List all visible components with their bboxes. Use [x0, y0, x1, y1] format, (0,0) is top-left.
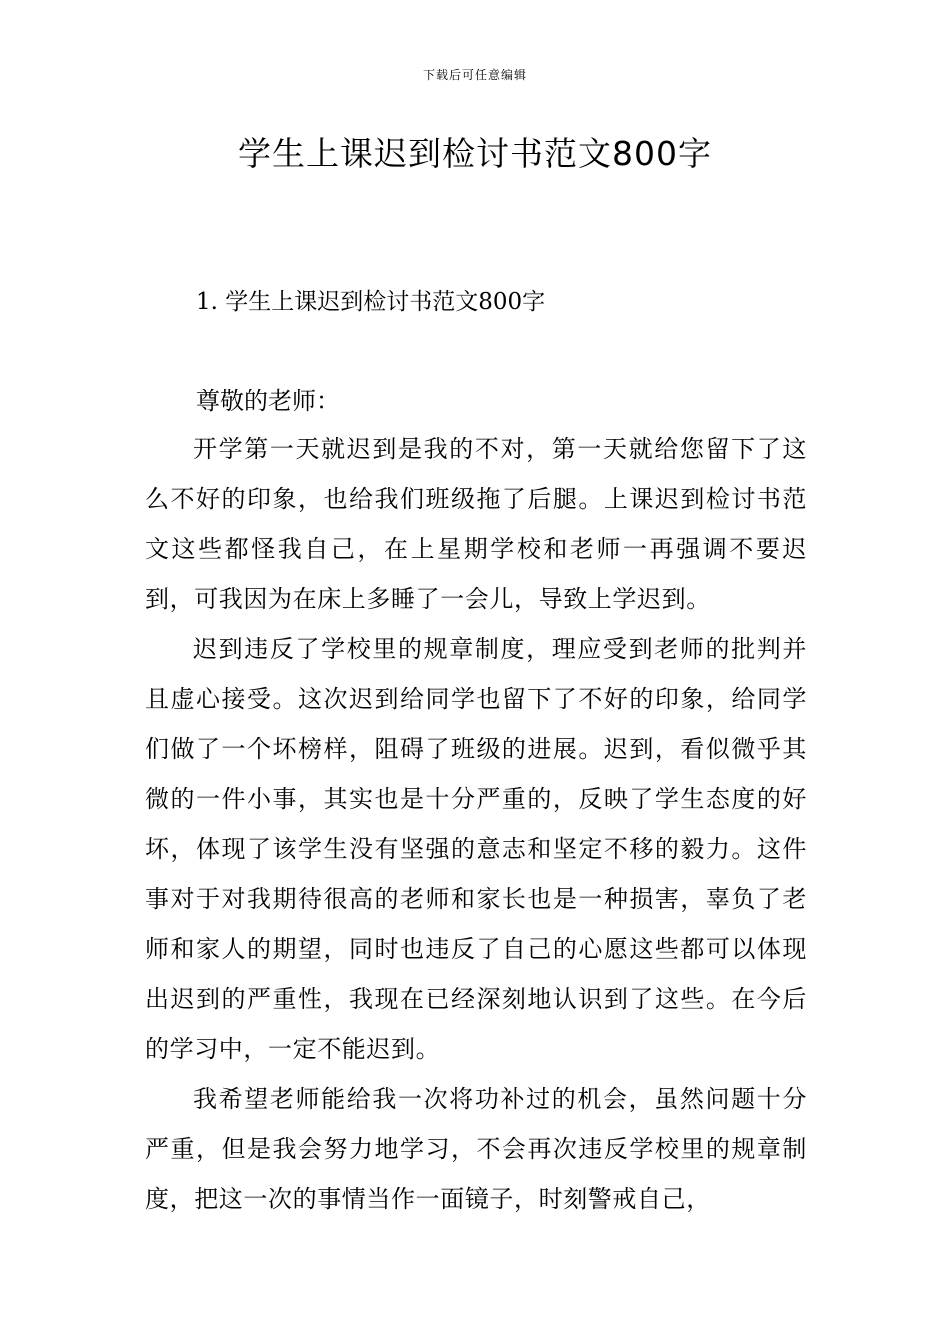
body-paragraph: 开学第一天就迟到是我的不对，第一天就给您留下了这么不好的印象，也给我们班级拖了后腿。上课迟到检讨书范文这些都怪我自己，在上星期学校和老师一再强调不要迟到，可我因为在床上多睡了一会儿，导致上学迟到。 — [145, 435, 807, 613]
body-paragraph: 迟到违反了学校里的规章制度，理应受到老师的批判并且虚心接受。这次迟到给同学也留下了不好的印象，给同学们做了一个坏榜样，阻碍了班级的进展。迟到，看似微乎其微的一件小事，其实也是十分严重的，反映了学生态度的好坏，体现了该学生没有坚强的意志和坚定不移的毅力。这件事对于对我期待很高的老师和家长也是一种损害，辜负了老师和家人的期望，同时也违反了自己的心愿这些都可以体现出迟到的严重性，我现在已经深刻地认识到了这些。在今后的学习中，一定不能迟到。 — [145, 635, 807, 1063]
header-note: 下载后可任意编辑 — [422, 68, 527, 82]
section-heading: 1. 学生上课迟到检讨书范文800字 — [196, 289, 546, 315]
document-body — [145, 424, 807, 1224]
page-title: 学生上课迟到检讨书范文800字 — [238, 134, 712, 173]
body-paragraph: 我希望老师能给我一次将功补过的机会，虽然问题十分严重，但是我会努力地学习，不会再次违反学校里的规章制度，把这一次的事情当作一面镜子，时刻警戒自己， — [145, 1085, 807, 1213]
salutation: 尊敬的老师： — [196, 387, 340, 415]
